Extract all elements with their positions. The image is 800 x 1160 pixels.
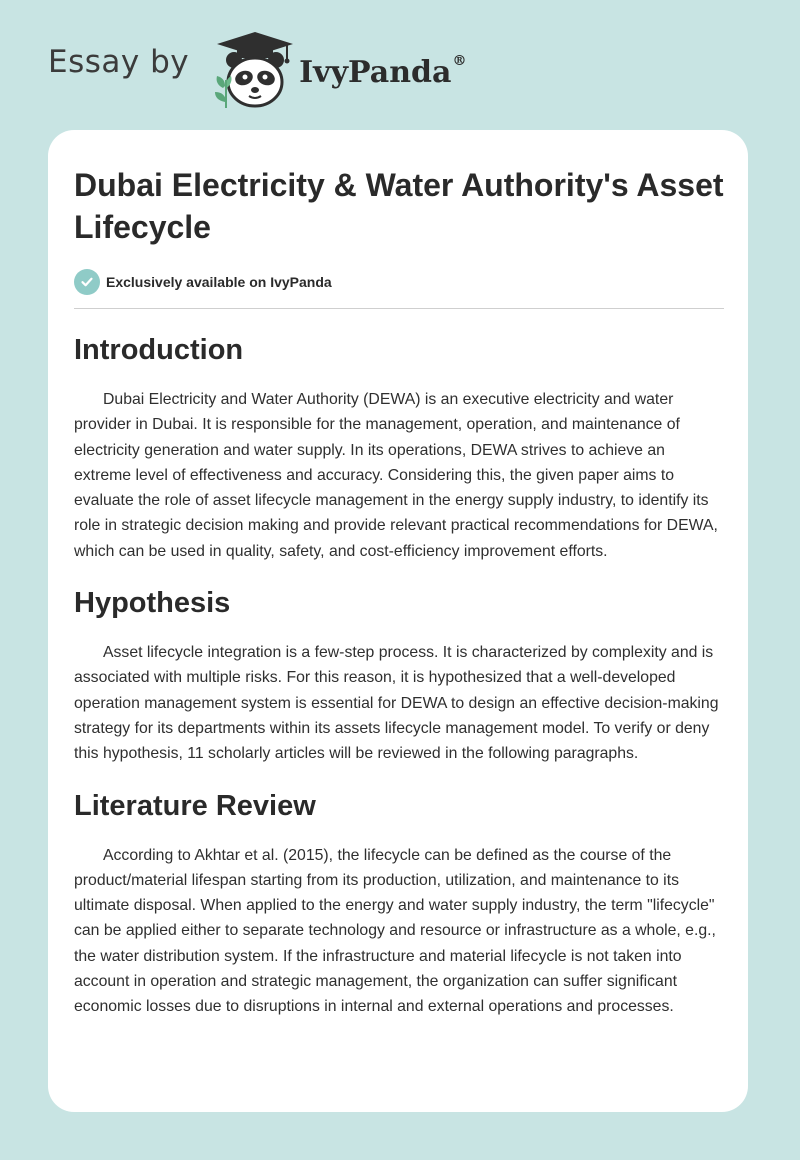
exclusive-badge [74, 268, 724, 296]
badge-label: Exclusively available on IvyPanda [106, 274, 332, 290]
section-body-literature-review: According to Akhtar et al. (2015), the lifecycle can be defined as the course of the product/material lifespan starting from its production, utilization, and maintenance to its ultimate disposal. When applied to the energy and water supply industry, the term "lifecycle" can be applied either to separate technology and resource or infrastructure as a whole, e.g., the water distribution system. If the infrastructure and material lifecycle is not taken into account in operation and strategic management, the organization can suffer significant economic losses due to disruptions in internal and external operations and processes. [74, 846, 716, 1016]
essay-card [48, 130, 748, 1112]
section-heading-introduction: Introduction [74, 334, 244, 366]
essay-title: Dubai Electricity & Water Authority's Asset Lifecycle [74, 167, 724, 245]
section-body-hypothesis: Asset lifecycle integration is a few-step process. It is characterized by complexity and is associated with multiple risks. For this reason, it is hypothesized that a well-developed operation management system is essential for DEWA to design an effective decision-making strategy for its departments within its assets lifecycle management model. To verify or deny this hypothesis, 11 scholarly articles will be reviewed in the following paragraphs. [74, 644, 719, 763]
section-body-introduction: Dubai Electricity and Water Authority (DEWA) is an executive electricity and water provider in Dubai. It is responsible for the management, operation, and maintenance of electricity generation and water supply. In its operations, DEWA strives to achieve an extreme level of effectiveness and accuracy. Considering this, the given paper aims to evaluate the role of asset lifecycle management in the energy supply industry, to identify its role in strategic decision making and provide relevant practical recommendations for DEWA, which can be used in quality, safety, and cost-efficiency improvement efforts. [74, 391, 718, 560]
checkmark-icon [74, 269, 100, 295]
title-divider [74, 308, 724, 309]
section-heading-hypothesis: Hypothesis [74, 587, 231, 620]
section-heading-literature-review: Literature Review [74, 789, 316, 822]
essay-content [74, 164, 724, 1020]
site-header [48, 30, 466, 110]
essay-by-label: Essay by [48, 44, 190, 80]
ivypanda-logo-icon[interactable] [207, 30, 297, 110]
brand-name[interactable] [299, 52, 467, 90]
brand-name-text: IvyPanda [299, 54, 452, 90]
registered-mark: ® [452, 52, 467, 69]
